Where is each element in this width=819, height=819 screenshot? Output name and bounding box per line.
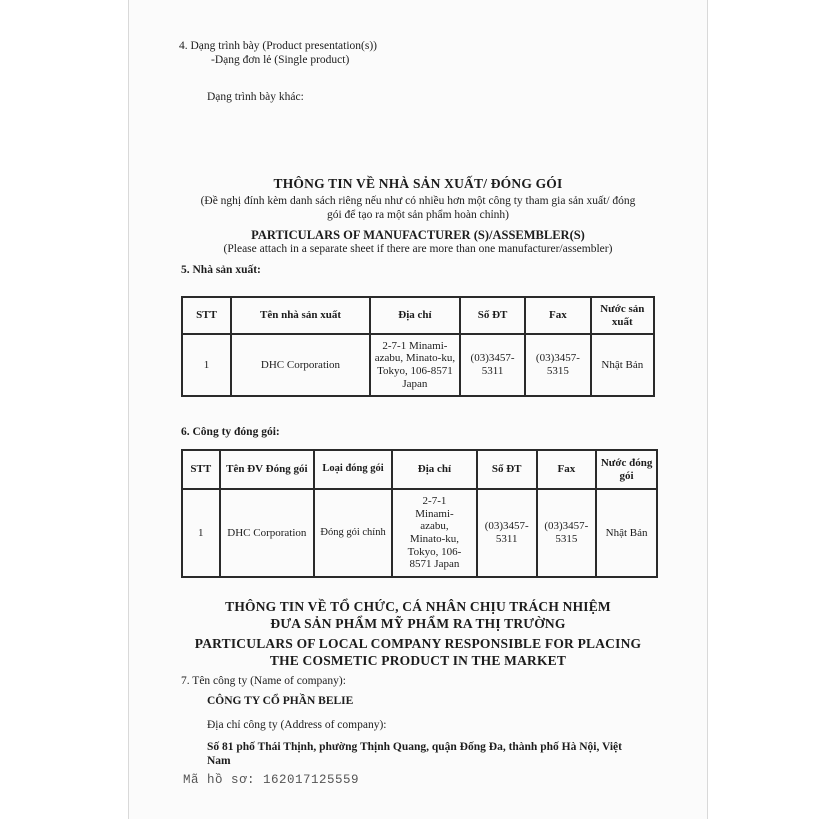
- local-title-vn-1: THÔNG TIN VỀ TỔ CHỨC, CÁ NHÂN CHỊU TRÁCH NHIỆM: [225, 599, 611, 614]
- company-address-line-2: Nam: [207, 755, 231, 767]
- document-page: [128, 0, 708, 819]
- col-header: STT: [182, 450, 220, 489]
- col-header: Nước sản xuất: [591, 297, 654, 334]
- col-header: Fax: [525, 297, 590, 334]
- section-7-label: 7. Tên công ty (Name of company):: [181, 675, 346, 687]
- manufacturer-title-vn: THÔNG TIN VỀ NHÀ SẢN XUẤT/ ĐÓNG GÓI: [273, 176, 563, 191]
- col-header: Fax: [537, 450, 597, 489]
- local-title-en-1: PARTICULARS OF LOCAL COMPANY RESPONSIBLE FOR PLACING: [194, 636, 642, 651]
- manufacturer-title-en: PARTICULARS OF MANUFACTURER (S)/ASSEMBLER(S): [251, 228, 585, 242]
- cell-country: Nhật Bản: [596, 489, 657, 577]
- manufacturer-note-vn-1: (Đề nghị đính kèm danh sách riêng nếu như có nhiều hơn một công ty tham gia sản xuất/ đóng: [200, 195, 636, 207]
- cell-phone: (03)3457-5311: [460, 334, 525, 396]
- section-6-label: 6. Công ty đóng gói:: [181, 426, 280, 438]
- cell-type: Đóng gói chính: [314, 489, 392, 577]
- table-header-row: [182, 450, 657, 489]
- col-header: Địa chỉ: [370, 297, 460, 334]
- col-header: Tên ĐV Đóng gói: [220, 450, 315, 489]
- manufacturer-table: [181, 296, 655, 397]
- cell-address: 2-7-1 Minami-azabu, Minato-ku, Tokyo, 106-8571 Japan: [370, 334, 460, 396]
- cell-stt: 1: [182, 489, 220, 577]
- table-row: [182, 489, 657, 577]
- record-code: Mã hồ sơ: 162017125559: [183, 773, 360, 787]
- col-header: Số ĐT: [460, 297, 525, 334]
- col-header: Nước đóng gói: [596, 450, 657, 489]
- local-title-en-2: THE COSMETIC PRODUCT IN THE MARKET: [269, 653, 567, 668]
- company-address-label: Địa chỉ công ty (Address of company):: [207, 719, 387, 731]
- company-name: CÔNG TY CỔ PHẦN BELIE: [207, 695, 354, 707]
- cell-address: 2-7-1 Minami-azabu, Minato-ku, Tokyo, 106-8571 Japan: [392, 489, 477, 577]
- cell-phone: (03)3457-5311: [477, 489, 537, 577]
- cell-fax: (03)3457-5315: [537, 489, 597, 577]
- col-header: Loại đóng gói: [314, 450, 392, 489]
- manufacturer-note-vn-2: gói để tạo ra một sản phẩm hoàn chỉnh): [326, 209, 510, 221]
- table-header-row: [182, 297, 654, 334]
- cell-stt: 1: [182, 334, 231, 396]
- manufacturer-note-en: (Please attach in a separate sheet if there are more than one manufacturer/assembler): [223, 243, 613, 255]
- company-address-line-1: Số 81 phố Thái Thịnh, phường Thịnh Quang, quận Đống Đa, thành phố Hà Nội, Việt: [207, 741, 622, 753]
- packager-table: [181, 449, 658, 578]
- cell-country: Nhật Bản: [591, 334, 654, 396]
- col-header: STT: [182, 297, 231, 334]
- table-row: [182, 334, 654, 396]
- other-presentation-label: Dạng trình bày khác:: [207, 91, 304, 103]
- col-header: Số ĐT: [477, 450, 537, 489]
- single-product-text: -Dạng đơn lẻ (Single product): [211, 54, 350, 66]
- col-header: Tên nhà sản xuất: [231, 297, 370, 334]
- cell-fax: (03)3457-5315: [525, 334, 590, 396]
- local-title-vn-2: ĐƯA SẢN PHẨM MỸ PHẨM RA THỊ TRƯỜNG: [270, 616, 566, 631]
- section-5-label: 5. Nhà sản xuất:: [181, 264, 261, 276]
- section-4-label: 4. Dạng trình bày (Product presentation(s)): [179, 40, 378, 52]
- cell-name: DHC Corporation: [220, 489, 315, 577]
- cell-name: DHC Corporation: [231, 334, 370, 396]
- col-header: Địa chỉ: [392, 450, 477, 489]
